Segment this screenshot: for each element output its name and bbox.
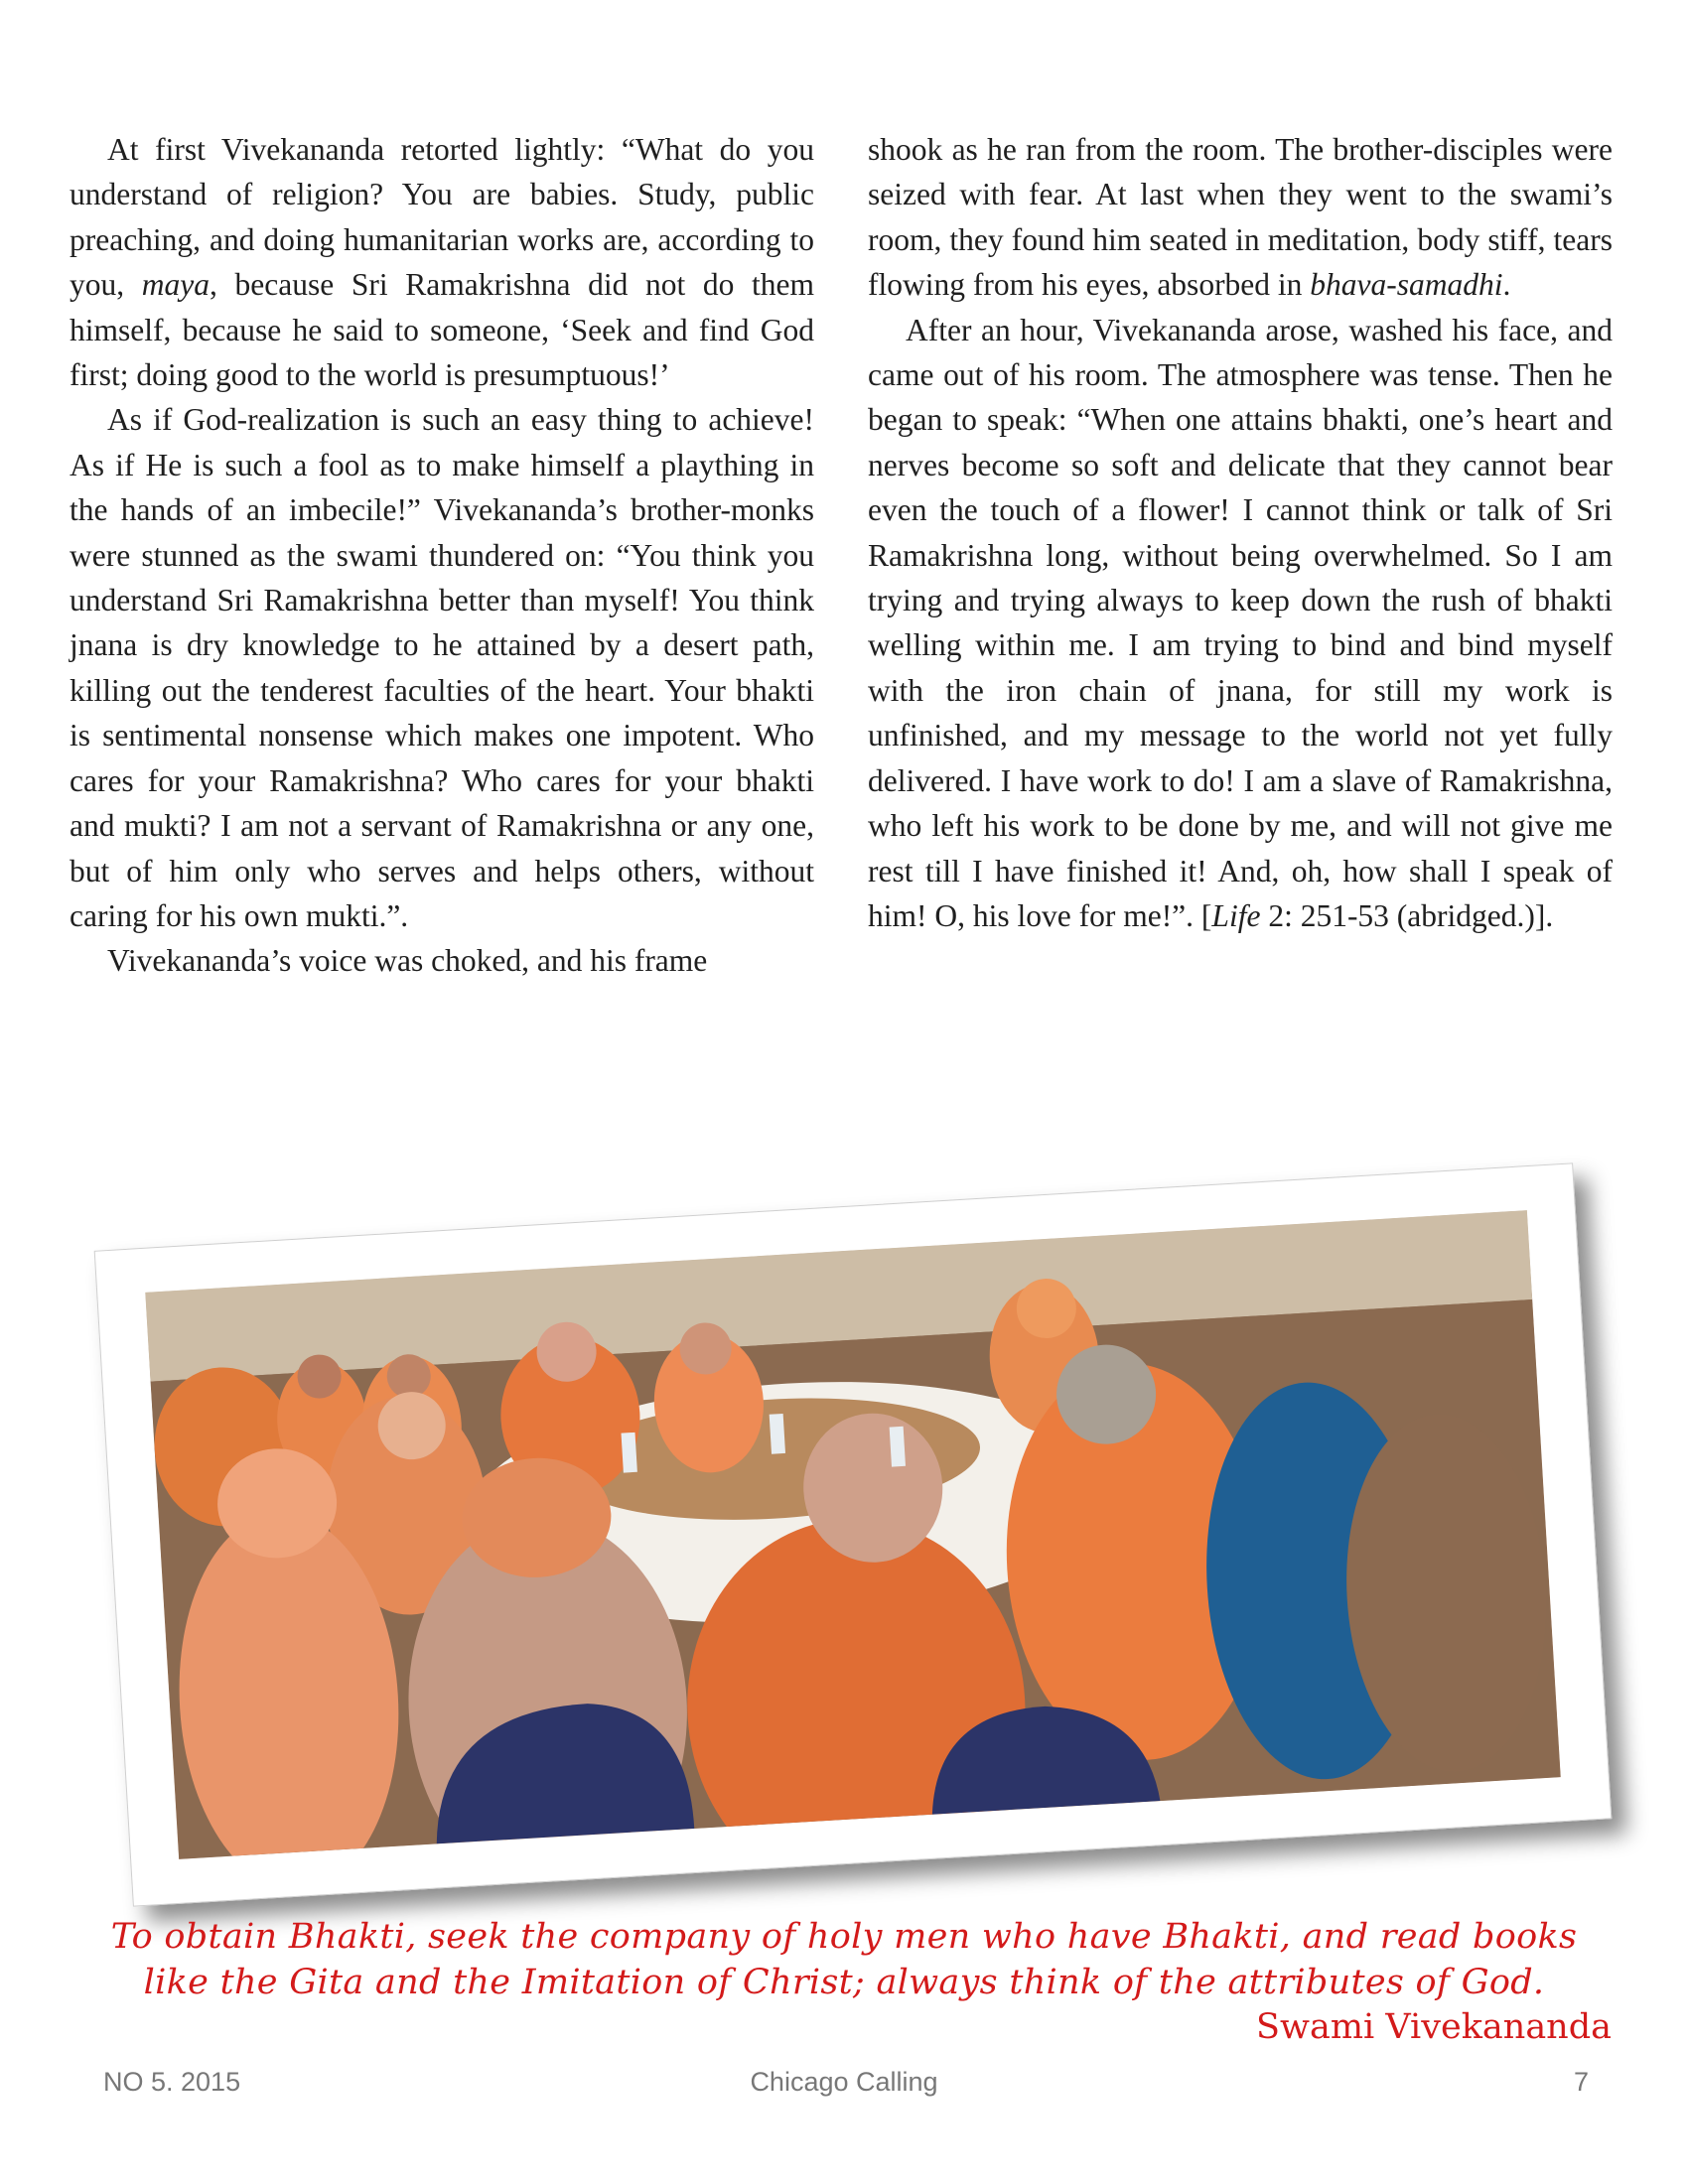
quote-author: Swami Vivekananda (1256, 2007, 1612, 2047)
paragraph-after-text: After an hour, Vivekananda arose, washed his face, and came out of his room. The atmosphere was tense. Then he began to speak: “When one attains bhakti, one’s heart and nerves become so soft and delicate that they cannot bear even the touch of a flower! I cannot think or talk of Sri Ramakrishna long, without being overwhelmed. So I am trying and trying always to keep down the rush of bhakti welling within me. I am trying to bind and bind myself with the iron chain of jnana, for still my work is unfinished, and my message to the world not yet fully delivered. I have work to do! I am a slave of Ramakrishna, who left his work to be done by me, and will not give me rest till I have finished it! And, oh, how shall I speak of him! O, his love for me!”. [ (868, 312, 1613, 933)
paragraph-god-realization: As if God-realization is such an easy thing to achieve! As if He is such a fool as to make himself a plaything in the hands of an imbecile!” Vivekananda’s brother-monks were stunned as the swami thundered on: “You think you understand Sri Ramakrishna better than myself! You think jnana is dry knowledge to he attained by a desert path, killing out the tenderest faculties of the heart. Your bhakti is sentimental nonsense which makes one impotent. Who cares for your Ramakrishna? Who cares for your bhakti and mukti? I am not a servant of Ramakrishna or any one, but of him only who serves and helps others, without caring for his own mukti.”. (70, 402, 814, 933)
footer-issue: NO 5. 2015 (103, 2067, 241, 2097)
left-column (70, 127, 814, 984)
photo-illustration (145, 1210, 1560, 1859)
footer-publication: Chicago Calling (750, 2067, 938, 2097)
paragraph-retorted: At first Vivekananda retorted lightly: “What do you understand of religion? You are babies. Study, public preaching, and doing humanitarian works are, according to you, maya, because Sri Ramakrishna did not do them himself, because he said to someone, ‘Seek and find God first; doing good to the world is presumptuous!’ (70, 132, 814, 393)
photo-area (72, 1137, 1612, 1842)
paragraph-shook-end: . (1502, 267, 1511, 303)
article-columns (70, 127, 1613, 984)
right-column (868, 127, 1613, 984)
paragraph-shook-text: shook as he ran from the room. The brother-disciples were seized with fear. At last when they went to the swami’s room, they found him seated in meditation, body stiff, tears flowing from his eyes, absorbed in (868, 132, 1613, 303)
quote-line-1: To obtain Bhakti, seek the company of holy men who have Bhakti, and read books (110, 1917, 1578, 1957)
citation-life: Life (1211, 897, 1261, 933)
photo-frame (94, 1162, 1613, 1906)
footer-page-number: 7 (1573, 2067, 1589, 2097)
citation-reference: 2: 251-53 (abridged.)]. (1260, 897, 1554, 933)
quote-line-2: like the Gita and the Imitation of Christ; always think of the attributes of God. (143, 1963, 1545, 2002)
maya-term: maya (141, 267, 210, 303)
bhava-samadhi-term: bhava-samadhi (1310, 267, 1503, 303)
paragraph-after-an-hour (868, 308, 1613, 939)
quote (60, 1914, 1628, 2005)
group-dinner-photo (145, 1210, 1560, 1859)
paragraph-voice-choked: Vivekananda’s voice was choked, and his frame (107, 943, 708, 979)
paragraph-shook-continued (868, 127, 1613, 308)
